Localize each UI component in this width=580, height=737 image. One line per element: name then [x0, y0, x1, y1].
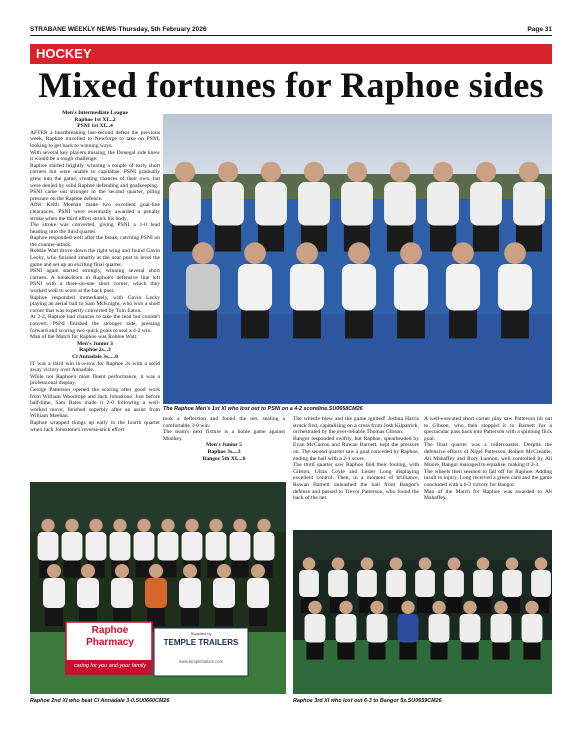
paragraph: IT was a third win in-a-row for Raphoe 2s with a solid away victory over Annadale. [30, 360, 160, 374]
paragraph: PSNI again started strongly, winning several short corners. A breakdown in Raphoe's defensive line left PSNI with a three-on-one short corner, which they worked well to score at the back post. [30, 268, 160, 295]
publication-date: STRABANE WEEKLY NEWS-Thursday, 5th February 2026 [30, 26, 207, 33]
article-column-2 [163, 416, 285, 476]
player-figure [470, 182, 502, 226]
paragraph: While not Raphoe's most fluent performance, it was a professional display. [30, 373, 160, 387]
paragraph: The stroke was converted, giving PSNI a 1-0 lead heading into the third quarter. [30, 222, 160, 235]
player-figure [357, 570, 377, 597]
subheading: Men's Junior 5 [206, 442, 242, 449]
player-figure [43, 578, 65, 608]
header-rule [30, 35, 552, 36]
player-figure [111, 578, 133, 608]
bottom-right-caption: Raphoe 3rd XI who lost out 6-3 to Bangor 5s.SU0659CM26 [293, 698, 442, 704]
player-figure [186, 264, 220, 311]
player-figure [502, 570, 522, 597]
player-figure [38, 532, 59, 561]
paragraph: With several key players missing, the Donegal side knew it would be a tough challenge. [30, 149, 160, 163]
player-figure [254, 532, 275, 561]
paragraph: Man of the Match for Raphoe was awarded to Ali Mahaffey. [424, 488, 552, 502]
player-figure [522, 614, 543, 643]
third-xi-scene [293, 530, 552, 694]
article-column-1 [30, 110, 160, 433]
paragraph: Robbie Watt drove down the right wing and found Gavin Lecky, who finished smartly at the near post to level the game and set up an exciting final quarter. [30, 248, 160, 268]
player-figure [290, 264, 324, 311]
subheading: Raphoe 1st XI...2 [74, 116, 116, 123]
player-figure [427, 182, 459, 226]
player-figure [255, 182, 287, 226]
player-figure [158, 532, 179, 561]
player-figure [145, 578, 167, 608]
paragraph: The whistle blew and the game ignited! Joshua Harris struck first, capitalising on a cross from Josh Kilpatrick, orchestrated by the ever-reliable Thomas Gibson. [293, 416, 419, 436]
paragraph: After Keith Meehan made two excellent goal-line clearances, PSNI were eventually awarded a penalty stroke when the third effort struck his body. [30, 202, 160, 222]
player-figure [179, 578, 201, 608]
player-figure [213, 578, 235, 608]
top-team-photo [163, 114, 552, 404]
page-header [30, 24, 552, 34]
pharmacy-name: Raphoe Pharmacy [86, 625, 134, 648]
player-figure [62, 532, 83, 561]
paragraph: The team's next fixture is a home game against Monkey. [163, 429, 285, 442]
trailers-name: TEMPLE TRAILERS [163, 638, 239, 647]
article-column-4 [424, 416, 552, 526]
player-figure [498, 264, 532, 311]
subheading: Men's Junior 3 [77, 340, 113, 347]
player-figure [367, 614, 388, 643]
paragraph: Raphoe responded well after the break, catching PSNI on the counter-attack. [30, 235, 160, 248]
bottom-left-team-photo [30, 482, 286, 694]
article-column-3 [293, 416, 419, 526]
paragraph: The third quarter saw Raphoe find their footing, with Gibson, Ultan Coyle and Lester Long displaying excellent control. Then, in a moment of brilliance, Rowan Barnett unleashed the ball from Bangor's defense and passed to Trevor Patterson, who found the back of the net. [293, 462, 419, 502]
player-figure [384, 182, 416, 226]
player-figure [212, 182, 244, 226]
player-figure [491, 614, 512, 643]
headline: Mixed fortunes for Raphoe sides [38, 65, 544, 105]
player-figure [460, 614, 481, 643]
subheading: PSNI 1st XI...4 [77, 123, 113, 130]
paragraph: The wheels then seemed to fall off for Raphoe. Adding insult to injury, Long received a green card and the game concluded with a 6-3 victory for Bangor. [424, 468, 552, 488]
player-figure [110, 532, 131, 561]
paragraph: A well-executed short corner play saw Patterson hit out to Gibson, who then stopped it to Barnett for a spectacular pass back into Patterson with a spinning flick goal. [424, 416, 553, 442]
paragraph: PSNI came out stronger in the second quarter, piling pressure on the Raphoe defence. [30, 189, 160, 202]
player-figure [328, 570, 348, 597]
player-figure [182, 532, 203, 561]
subheading: Cl Annadale 3s.....0 [72, 353, 118, 360]
player-figure [247, 578, 269, 608]
paragraph: At 2-2, Raphoe had chances to take the lead but couldn't convert. PSNI finished the stronger side, pressing forward and scoring two quick goals to seal a 4-2 win. [30, 314, 160, 334]
player-figure [398, 614, 419, 643]
player-figure [230, 532, 251, 561]
subheading: Raphoe 3s....3 [207, 448, 241, 455]
subheading: Bangor 5th XI....6 [202, 455, 246, 462]
player-figure [444, 570, 464, 597]
player-figure [446, 264, 480, 311]
top-photo-caption: The Raphoe Men's 1st XI who lost out to PSNI on a 4-2 scoreline.SU0658CM26 [163, 406, 363, 412]
section-band [30, 44, 552, 64]
player-figure [169, 182, 201, 226]
paragraph: AFTER a heartbreaking last-second defeat the previous week, Raphoe travelled to Newforge to take on PSNI, looking to get back to winning ways. [30, 129, 160, 149]
player-figure [531, 570, 551, 597]
player-figure [77, 578, 99, 608]
player-figure [429, 614, 450, 643]
player-figure [299, 570, 319, 597]
paragraph: The final quarter was a rollercoaster. Despite the defensive efforts of Nigel Patterson, Robert McCreadie, Ali Mahaffey and Rory Lannon, well controlled by Ali Moore, Bangor managed to equalise, making it 3-3. [424, 442, 552, 469]
player-figure [394, 264, 428, 311]
team-photo-scene [163, 114, 552, 404]
paragraph: George Patterson opened the scoring after good work from William Woodrope and Jack Johnstone. Just before half-time, Sam Bates made it 2-0 following a well-worked move, finished superbly after an assist from William Meehan. [30, 386, 160, 420]
player-figure [473, 570, 493, 597]
player-figure [415, 570, 435, 597]
player-figure [386, 570, 406, 597]
section-label: HOCKEY [36, 46, 92, 61]
player-figure [86, 532, 107, 561]
paragraph: Bangor responded swiftly, but Raphoe, spearheaded by Evan McCarron and Rowan Barnett, kept the pressure on. The second quarter saw a goal conceded by Raphoe, ending the half with a 2-1 score. [293, 435, 419, 462]
trailers-supplied: Supplied by [190, 631, 212, 636]
player-figure [341, 182, 373, 226]
paragraph: Man of the Match for Raphoe was Robbie Watt. [30, 334, 138, 341]
pharmacy-tagline: caring for you and your family [73, 663, 147, 669]
player-figure [298, 182, 330, 226]
bottom-left-caption: Raphoe 2nd XI who beat CI Annadale 3-0.SU0660CM26 [30, 698, 170, 704]
page-number: Page 31 [527, 26, 552, 33]
trailers-website: www.templetrailers.com [178, 659, 224, 664]
paragraph: Raphoe started brightly, winning a couple of early short corners but were unable to capitalise. PSNI gradually grew into the game, creating chances of their own, but were denied by solid Raphoe defending and goalkeeping. [30, 162, 160, 189]
player-figure [342, 264, 376, 311]
paragraph: Raphoe responded immediately, with Gavin Lecky playing an aerial ball to Sam McKnight, who won a short corner that was expertly converted by Tom Eaton. [30, 294, 160, 314]
paragraph: took a deflection and found the net, sealing a comfortable 3-0 win. [163, 416, 285, 429]
player-figure [336, 614, 357, 643]
player-figure [134, 532, 155, 561]
bottom-right-team-photo [293, 530, 552, 694]
player-figure [305, 614, 326, 643]
subheading: Men's Intermediate League [62, 110, 128, 116]
subheading: Raphoe 2s...3 [79, 347, 111, 354]
player-figure [206, 532, 227, 561]
paragraph: Raphoe wrapped things up early in the fourth quarter when Jack Johnstone's reverse-stick effort [30, 419, 160, 433]
player-figure [513, 182, 545, 226]
player-figure [238, 264, 272, 311]
